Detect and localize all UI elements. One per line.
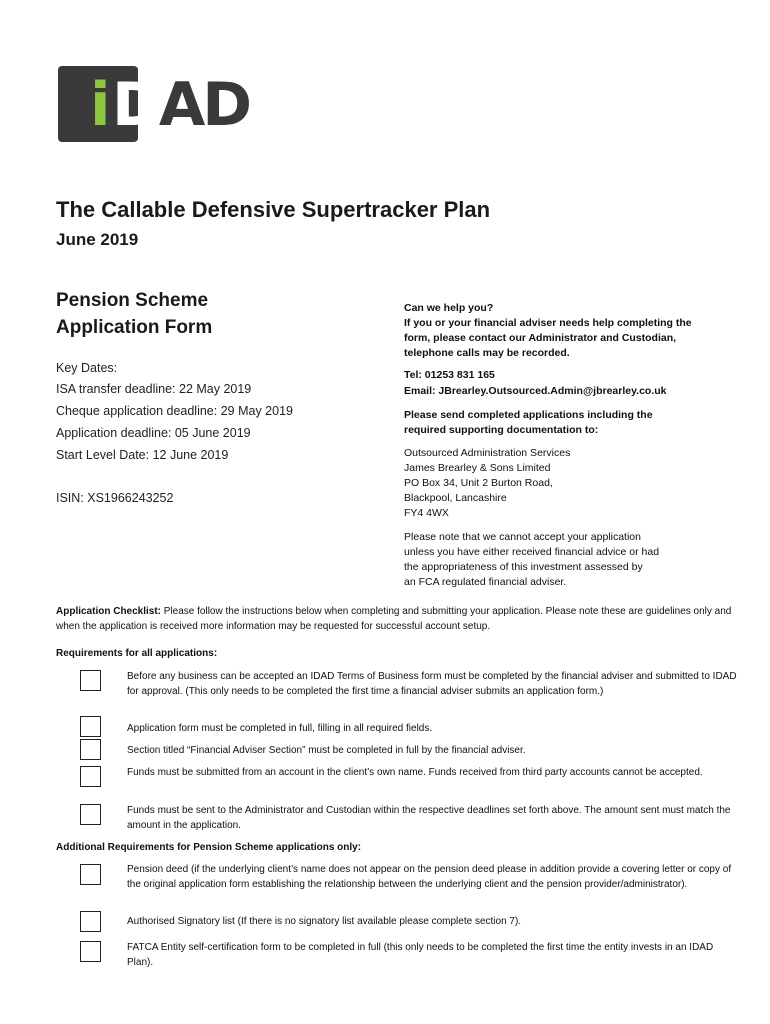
idad-logo — [58, 66, 250, 142]
application-deadline: Application deadline: 05 June 2019 — [56, 426, 251, 440]
send-instructions-line-2: required supporting documentation to: — [404, 424, 599, 436]
requirement-item-1: Before any business can be accepted an IDAD Terms of Business form must be completed by the financial adviser and submitted to IDAD for approval. (This only needs to be completed the first time a financial adviser submits an application form.) — [127, 671, 737, 697]
address-postcode: FY4 4WX — [404, 507, 449, 519]
form-title-line-2: Application Form — [56, 317, 213, 338]
address-line-1: Outsourced Administration Services — [404, 447, 571, 459]
requirement-item-2: Application form must be completed in full, filling in all required fields. — [127, 723, 433, 734]
pension-item-3: FATCA Entity self-certification form to be completed in full (this only needs to be completed the first time the entity invests in an IDAD Plan). — [127, 942, 714, 968]
logo-letters-ad: AD — [158, 70, 250, 140]
send-instructions-line-1: Please send completed applications including the — [404, 409, 653, 421]
isin: ISIN: XS1966243252 — [56, 491, 174, 505]
start-level-date: Start Level Date: 12 June 2019 — [56, 448, 229, 462]
key-dates-heading: Key Dates: — [56, 361, 118, 375]
help-line-1: If you or your financial adviser needs help completing the — [404, 317, 692, 329]
requirements-pension-heading: Additional Requirements for Pension Scheme applications only: — [56, 842, 362, 853]
help-email: Email: JBrearley.Outsourced.Admin@jbrearley.co.uk — [404, 385, 667, 397]
pension-item-1: Pension deed (if the underlying client’s name does not appear on the pension deed please in addition provide a covering letter or copy of the original application form establishing the relationship between the underlying client and the pension provider/administrator). — [127, 864, 732, 890]
help-line-3: telephone calls may be recorded. — [404, 347, 570, 359]
advice-note-line-1: Please note that we cannot accept your application — [404, 531, 641, 543]
form-title-line-1: Pension Scheme — [56, 290, 209, 311]
isa-transfer-deadline: ISA transfer deadline: 22 May 2019 — [56, 382, 252, 396]
help-telephone: Tel: 01253 831 165 — [404, 369, 495, 381]
logo-letters-dad — [112, 70, 249, 140]
address-line-3: PO Box 34, Unit 2 Burton Road, — [404, 477, 553, 489]
document-date: June 2019 — [56, 230, 139, 249]
cheque-deadline: Cheque application deadline: 29 May 2019 — [56, 404, 293, 418]
help-line-2: form, please contact our Administrator and Custodian, — [404, 332, 677, 344]
requirement-checkbox-2[interactable] — [80, 716, 101, 737]
application-checklist — [56, 604, 736, 634]
pension-checkbox-3[interactable] — [80, 941, 101, 962]
address-line-4: Blackpool, Lancashire — [404, 492, 507, 504]
requirement-item-3: Section titled “Financial Adviser Section” must be completed in full by the financial adviser. — [127, 745, 526, 756]
requirement-item-4: Funds must be submitted from an account in the client’s own name. Funds received from third party accounts cannot be accepted. — [127, 767, 703, 778]
requirement-checkbox-1[interactable] — [80, 670, 101, 691]
address-line-2: James Brearley & Sons Limited — [404, 462, 551, 474]
document-title: The Callable Defensive Supertracker Plan — [56, 197, 491, 222]
form-title — [56, 287, 306, 341]
pension-checkbox-2[interactable] — [80, 911, 101, 932]
advice-note-line-2: unless you have either received financial advice or had — [404, 546, 660, 558]
requirement-checkbox-5[interactable] — [80, 804, 101, 825]
checklist-label: Application Checklist: — [56, 606, 162, 617]
advice-note-line-4: an FCA regulated financial adviser. — [404, 576, 567, 588]
help-question: Can we help you? — [404, 302, 494, 314]
logo-letter-i: i — [90, 70, 108, 140]
logo-letter-d: D — [112, 70, 159, 140]
requirement-checkbox-4[interactable] — [80, 766, 101, 787]
advice-note-line-3: the appropriateness of this investment assessed by — [404, 561, 643, 573]
requirement-checkbox-3[interactable] — [80, 739, 101, 760]
pension-checkbox-1[interactable] — [80, 864, 101, 885]
requirements-all-heading: Requirements for all applications: — [56, 648, 218, 659]
pension-item-2: Authorised Signatory list (If there is no signatory list available please complete section 7). — [127, 916, 522, 927]
checklist-text: Please follow the instructions below when completing and submitting your application. Please note these are guidelines only and when the application is received more information may be requested for successful account setup. — [56, 606, 732, 632]
requirement-item-5: Funds must be sent to the Administrator and Custodian within the respective deadlines set forth above. The amount sent must match the amount in the application. — [127, 805, 731, 831]
